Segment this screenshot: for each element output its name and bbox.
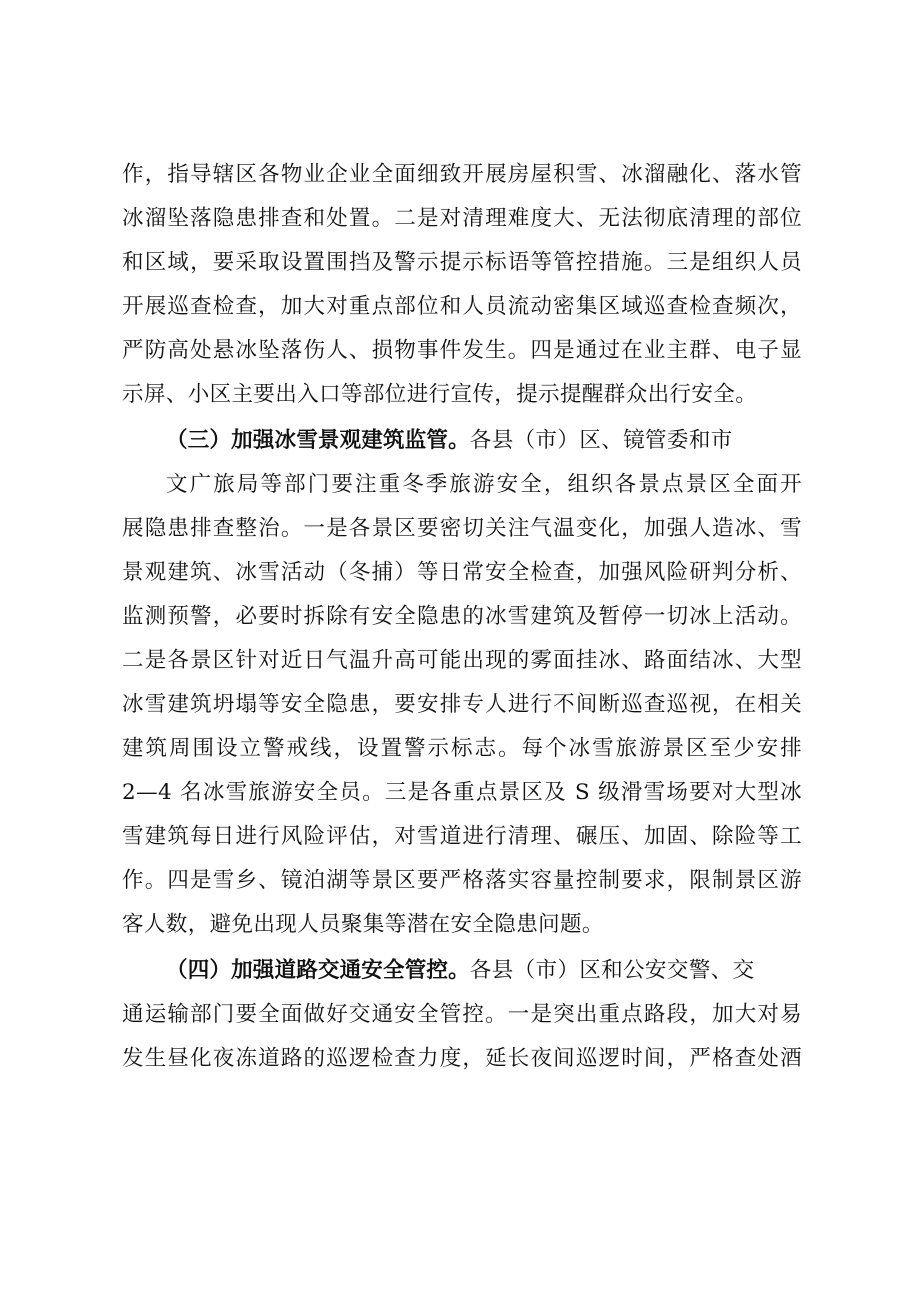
section-3-heading-line [166,426,802,456]
section-4-heading: （四）加强道路交通安全管控。 [166,958,470,983]
section-3-line: 二是各景区针对近日气温升高可能出现的雾面挂冰、路面结冰、大型 [122,648,802,673]
section-3-line: 景观建筑、冰雪活动（冬捕）等日常安全检查，加强风险研判分析、 [122,560,802,585]
section-3-line: 监测预警，必要时拆除有安全隐患的冰雪建筑及暂停一切冰上活动。 [122,604,802,629]
section-3-line: 2—4 名冰雪旅游安全员。三是各重点景区及 S 级滑雪场要对大型冰 [122,780,802,805]
section-3-heading: （三）加强冰雪景观建筑监管。 [166,428,470,453]
section-3-line: 建筑周围设立警戒线，设置警示标志。每个冰雪旅游景区至少安排 [122,736,802,761]
section-3-line: 展隐患排查整治。一是各景区要密切关注气温变化，加强人造冰、雪 [122,516,802,541]
paragraph-line: 示屏、小区主要出入口等部位进行宣传，提示提醒群众出行安全。 [122,382,758,407]
section-3-line: 雪建筑每日进行风险评估，对雪道进行清理、碾压、加固、除险等工 [122,824,802,849]
paragraph-line: 和区域，要采取设置围挡及警示提示标语等管控措施。三是组织人员 [122,250,802,275]
section-4-line: 发生昼化夜冻道路的巡逻检查力度，延长夜间巡逻时间，严格查处酒 [122,1046,802,1071]
paragraph-line: 作，指导辖区各物业企业全面细致开展房屋积雪、冰溜融化、落水管 [122,162,802,187]
section-3-line: 作。四是雪乡、镜泊湖等景区要严格落实容量控制要求，限制景区游 [122,868,802,893]
section-3-line: 冰雪建筑坍塌等安全隐患，要安排专人进行不间断巡查巡视，在相关 [122,692,802,717]
paragraph-line: 严防高处悬冰坠落伤人、损物事件发生。四是通过在业主群、电子显 [122,338,802,363]
section-3-heading-rest: 各县（市）区、镜管委和市 [469,428,733,453]
paragraph-line: 开展巡查检查，加大对重点部位和人员流动密集区域巡查检查频次， [122,294,802,319]
section-4-heading-rest: 各县（市）区和公安交警、交 [469,958,755,983]
section-3-line: 客人数，避免出现人员聚集等潜在安全隐患问题。 [122,912,604,937]
section-4-heading-line [166,956,802,986]
section-3-line: 文广旅局等部门要注重冬季旅游安全，组织各景点景区全面开 [166,472,802,497]
paragraph-line: 冰溜坠落隐患排查和处置。二是对清理难度大、无法彻底清理的部位 [122,206,802,231]
section-4-line: 通运输部门要全面做好交通安全管控。一是突出重点路段，加大对易 [122,1002,802,1027]
